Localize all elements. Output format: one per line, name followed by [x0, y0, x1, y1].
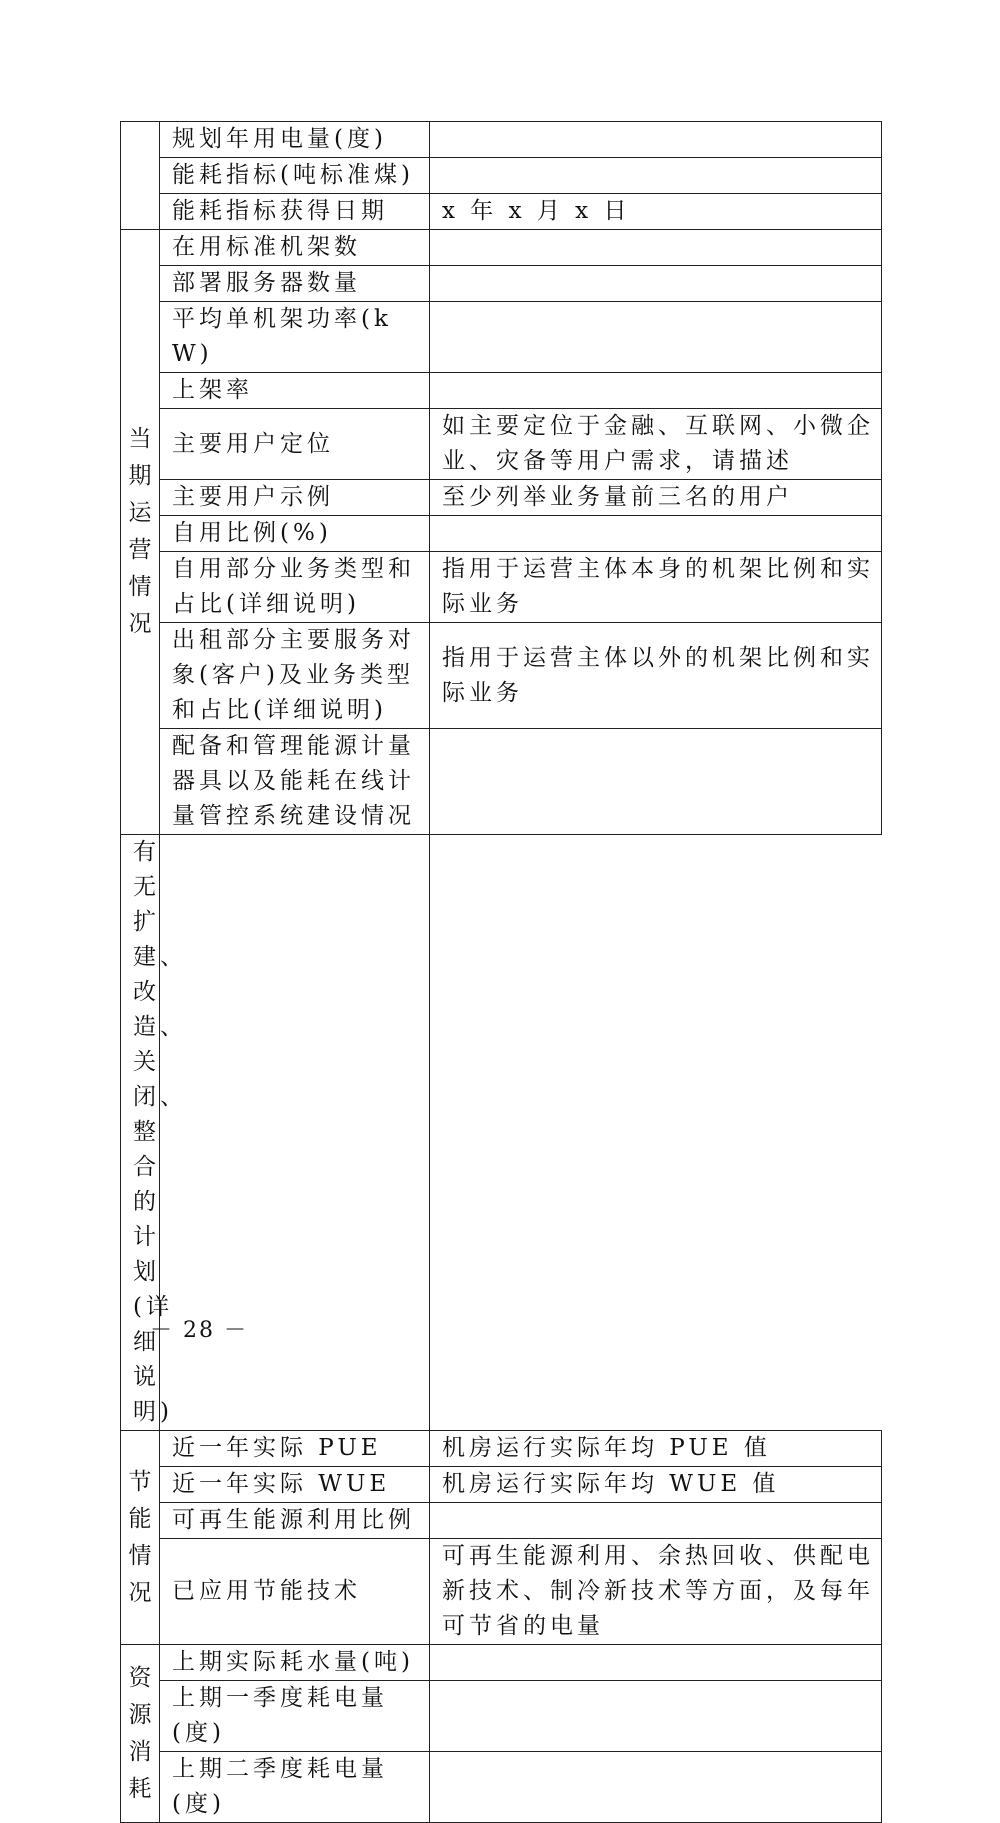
note-cell: 指用于运营主体本身的机架比例和实际业务 — [430, 552, 882, 623]
section-label-cell — [121, 230, 160, 835]
note-cell — [430, 1503, 882, 1539]
table-row — [121, 1467, 882, 1503]
item-cell: 上期一季度耗电量(度) — [160, 1681, 430, 1752]
note-cell: x 年 x 月 x 日 — [430, 194, 882, 230]
note-cell: 如主要定位于金融、互联网、小微企业、灾备等用户需求，请描述 — [430, 409, 882, 480]
note-cell: 至少列举业务量前三名的用户 — [430, 480, 882, 516]
item-cell: 平均单机架功率(kW) — [160, 302, 430, 373]
table-row — [121, 194, 882, 230]
item-cell: 能耗指标获得日期 — [160, 194, 430, 230]
table-row — [121, 729, 882, 835]
table-row — [121, 1645, 882, 1681]
note-cell — [430, 1681, 882, 1752]
item-cell: 主要用户定位 — [160, 409, 430, 480]
item-cell: 自用部分业务类型和占比(详细说明) — [160, 552, 430, 623]
section-label-cell — [121, 1431, 160, 1645]
table-row — [121, 552, 882, 623]
note-cell — [430, 230, 882, 266]
table-row — [121, 480, 882, 516]
table-row — [121, 623, 882, 729]
section-label: 节能情况 — [128, 1468, 152, 1606]
note-cell — [430, 373, 882, 409]
note-cell — [430, 302, 882, 373]
item-cell: 有无扩建、改造、关闭、整合的计划(详细说明) — [121, 835, 160, 1431]
item-cell: 出租部分主要服务对象(客户)及业务类型和占比(详细说明) — [160, 623, 430, 729]
table-row — [121, 373, 882, 409]
table-row — [121, 158, 882, 194]
note-cell: 指用于运营主体以外的机架比例和实际业务 — [430, 623, 882, 729]
note-cell: 可再生能源利用、余热回收、供配电新技术、制冷新技术等方面，及每年可节省的电量 — [430, 1539, 882, 1645]
item-cell: 配备和管理能源计量器具以及能耗在线计量管控系统建设情况 — [160, 729, 430, 835]
table-row — [121, 230, 882, 266]
item-cell: 近一年实际 WUE — [160, 1467, 430, 1503]
item-cell: 可再生能源利用比例 — [160, 1503, 430, 1539]
table-row — [121, 516, 882, 552]
table-row — [121, 266, 882, 302]
item-cell: 主要用户示例 — [160, 480, 430, 516]
item-cell: 上架率 — [160, 373, 430, 409]
item-cell: 上期实际耗水量(吨) — [160, 1645, 430, 1681]
note-cell — [430, 158, 882, 194]
item-cell: 在用标准机架数 — [160, 230, 430, 266]
table-row — [121, 122, 882, 158]
note-cell: 机房运行实际年均 PUE 值 — [430, 1431, 882, 1467]
table-row — [121, 302, 882, 373]
table-row — [121, 1503, 882, 1539]
section-label: 当期运营情况 — [128, 426, 152, 637]
table-row — [121, 1681, 882, 1752]
item-cell: 上期二季度耗电量(度) — [160, 1752, 430, 1823]
note-cell — [430, 266, 882, 302]
note-cell — [430, 122, 882, 158]
note-cell — [430, 516, 882, 552]
note-cell: 机房运行实际年均 WUE 值 — [430, 1467, 882, 1503]
page-number: － 28 － — [150, 1318, 248, 1343]
table-row — [121, 409, 882, 480]
item-cell: 已应用节能技术 — [160, 1539, 430, 1645]
item-cell: 近一年实际 PUE — [160, 1431, 430, 1467]
note-cell — [430, 729, 882, 835]
table-row — [121, 1539, 882, 1645]
note-cell — [430, 1752, 882, 1823]
table-row — [121, 1752, 882, 1823]
data-center-info-table — [120, 121, 882, 1823]
item-cell: 规划年用电量(度) — [160, 122, 430, 158]
item-cell: 能耗指标(吨标准煤) — [160, 158, 430, 194]
note-cell — [430, 1645, 882, 1681]
section-label-cell — [121, 1645, 160, 1823]
item-cell: 自用比例(%) — [160, 516, 430, 552]
table-row — [121, 1431, 882, 1467]
section-label-cell — [121, 122, 160, 230]
item-cell: 部署服务器数量 — [160, 266, 430, 302]
section-label: 资源消耗 — [128, 1664, 152, 1802]
